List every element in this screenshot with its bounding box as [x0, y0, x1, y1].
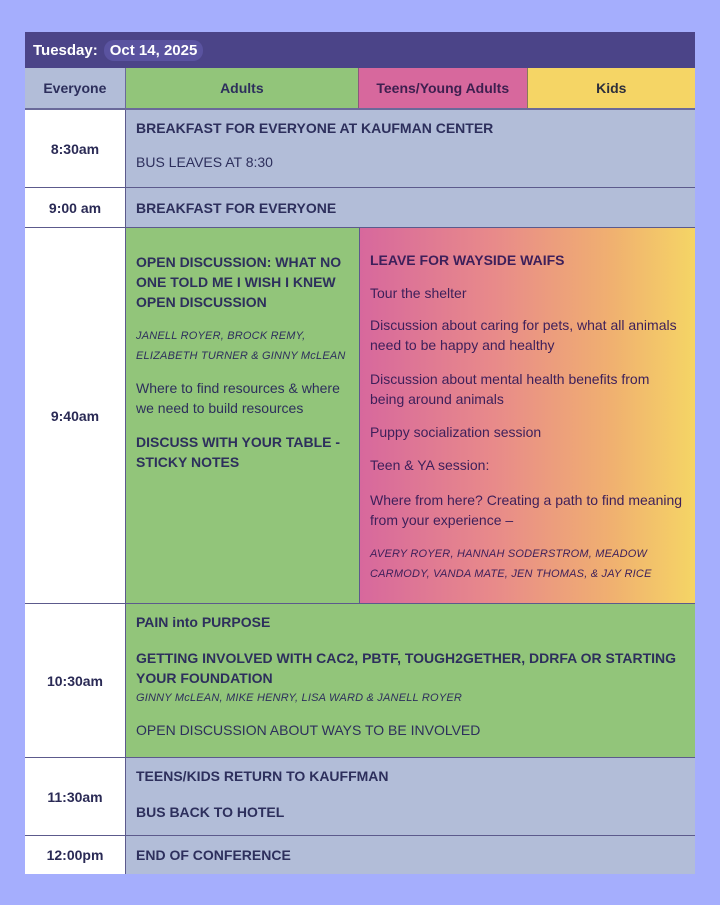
day-label: Tuesday: — [33, 41, 98, 59]
session-activity: DISCUSS WITH YOUR TABLE - STICKY NOTES — [136, 434, 341, 470]
event-cell — [126, 188, 695, 227]
activity-item: Teen & YA session: — [370, 457, 490, 473]
schedule-title-bar — [25, 32, 695, 68]
row-940 — [25, 228, 695, 604]
row-900 — [25, 188, 695, 228]
speakers: AVERY ROYER, HANNAH SODERSTROM, MEADOW CARMODY, VANDA MATE, JEN THOMAS, & JAY RICE — [370, 548, 652, 580]
event-subtitle: GETTING INVOLVED WITH CAC2, PBTF, TOUGH2GETHER, DDRFA OR STARTING YOUR FOUNDATION — [136, 650, 677, 686]
session-title: OPEN DISCUSSION: WHAT NO ONE TOLD ME I WISH I KNEW OPEN DISCUSSION — [136, 254, 342, 310]
column-everyone: Everyone — [25, 68, 126, 108]
time-label: 11:30am — [25, 758, 126, 835]
speakers: GINNY McLEAN, MIKE HENRY, LISA WARD & JANELL ROYER — [136, 692, 463, 704]
event-cell — [126, 836, 695, 874]
event-cell — [126, 604, 695, 757]
time-label: 9:00 am — [25, 188, 126, 227]
event-note: BUS LEAVES AT 8:30 — [136, 154, 273, 170]
event-cell — [126, 758, 695, 835]
adults-session-cell — [126, 228, 359, 603]
schedule-table — [25, 32, 695, 874]
event-title: END OF CONFERENCE — [136, 847, 291, 863]
event-title: TEENS/KIDS RETURN TO KAUFFMAN — [136, 768, 389, 784]
event-title: BREAKFAST FOR EVERYONE — [136, 199, 337, 216]
column-header-row — [25, 68, 695, 110]
row-1030 — [25, 604, 695, 758]
column-kids: Kids — [527, 68, 696, 108]
activity-item: Discussion about caring for pets, what all animals need to be happy and healthy — [370, 317, 677, 353]
column-teens: Teens/Young Adults — [358, 68, 527, 108]
speakers: JANELL ROYER, BROCK REMY, ELIZABETH TURNER & GINNY McLEAN — [136, 330, 346, 362]
row-1200 — [25, 836, 695, 874]
activity-item: Where from here? Creating a path to find meaning from your experience – — [370, 492, 683, 528]
session-title: LEAVE FOR WAYSIDE WAIFS — [370, 252, 565, 268]
session-description: Where to find resources & where we need to build resources — [136, 380, 340, 416]
time-label: 12:00pm — [25, 836, 126, 874]
event-title: BREAKFAST FOR EVERYONE AT KAUFMAN CENTER — [136, 120, 494, 136]
event-title: PAIN into PURPOSE — [136, 614, 271, 630]
time-label: 9:40am — [25, 228, 126, 603]
teens-kids-session-cell — [359, 228, 695, 603]
activity-item: Tour the shelter — [370, 285, 467, 301]
date-badge: Oct 14, 2025 — [104, 40, 204, 61]
activity-item: Discussion about mental health benefits from being around animals — [370, 371, 650, 407]
activity-item: Puppy socialization session — [370, 424, 542, 440]
time-label: 10:30am — [25, 604, 126, 757]
event-cell — [126, 110, 695, 187]
event-note: OPEN DISCUSSION ABOUT WAYS TO BE INVOLVED — [136, 722, 481, 738]
event-note: BUS BACK TO HOTEL — [136, 804, 285, 820]
column-adults: Adults — [126, 68, 358, 108]
row-1130 — [25, 758, 695, 836]
row-830 — [25, 110, 695, 188]
time-label: 8:30am — [25, 110, 126, 187]
